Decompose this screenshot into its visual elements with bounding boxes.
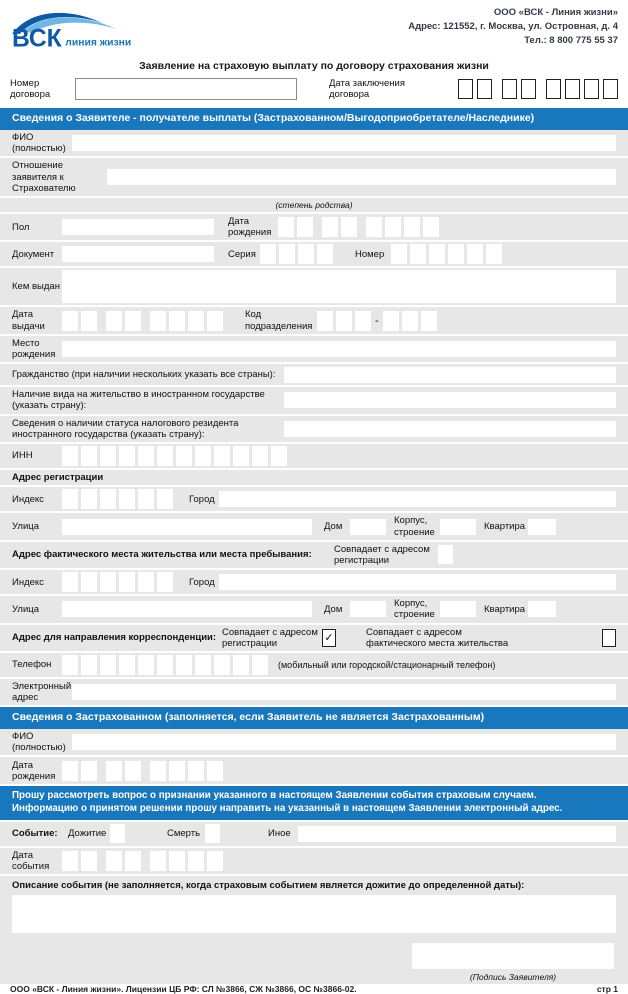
char-cell[interactable] bbox=[298, 244, 314, 264]
char-cell[interactable] bbox=[565, 79, 580, 99]
char-cell[interactable] bbox=[458, 79, 473, 99]
event-date-label: Дата события bbox=[12, 849, 50, 873]
birth-place-label: Место рождения bbox=[12, 337, 56, 361]
char-cell[interactable] bbox=[119, 489, 135, 509]
char-cell[interactable] bbox=[546, 79, 561, 99]
series-label: Серия bbox=[228, 248, 256, 260]
char-cell[interactable] bbox=[207, 761, 223, 781]
char-cell[interactable] bbox=[176, 655, 192, 675]
form-title: Заявление на страховую выплату по договору страхования жизни bbox=[139, 60, 489, 72]
insured-birth-date-label: Дата рождения bbox=[12, 759, 56, 782]
char-cell[interactable] bbox=[138, 446, 154, 466]
fact-index-cells bbox=[62, 572, 173, 592]
request-banner-line1: Прошу рассмотреть вопрос о признании указанного в настоящем Заявлении события страховым случаем. bbox=[12, 790, 537, 802]
contract-date-cells bbox=[458, 79, 618, 99]
corr-same-as-fact-label: Совпадает с адресом фактического места жительства bbox=[366, 626, 509, 649]
unit-code-dash: - bbox=[375, 314, 379, 327]
char-cell[interactable] bbox=[385, 217, 401, 237]
birth-place-row bbox=[0, 336, 628, 364]
request-banner bbox=[0, 786, 628, 819]
event-description-label-row bbox=[0, 876, 628, 893]
email-label: Электронный адрес bbox=[12, 680, 72, 704]
char-cell[interactable] bbox=[106, 311, 122, 331]
char-cell[interactable] bbox=[81, 655, 97, 675]
citizenship-label: Гражданство (при наличии нескольких указать все страны): bbox=[12, 369, 276, 381]
residence-permit-input[interactable] bbox=[284, 392, 616, 408]
reg-index-label: Индекс bbox=[12, 493, 44, 505]
char-cell[interactable] bbox=[317, 311, 333, 331]
event-date-cells bbox=[62, 851, 223, 871]
char-cell[interactable] bbox=[125, 851, 141, 871]
char-cell[interactable] bbox=[279, 244, 295, 264]
char-cell[interactable] bbox=[404, 217, 420, 237]
signature-area bbox=[0, 939, 628, 984]
company-address: Адрес: 121552, г. Москва, ул. Островная, д. 4 bbox=[408, 20, 618, 32]
issued-by-input[interactable] bbox=[62, 270, 616, 303]
company-phone: Тел.: 8 800 775 55 37 bbox=[524, 34, 618, 46]
char-cell[interactable] bbox=[125, 311, 141, 331]
tax-resident-row bbox=[0, 416, 628, 444]
phone-hint: (мобильный или городской/стационарный телефон) bbox=[278, 659, 496, 670]
char-cell[interactable] bbox=[188, 851, 204, 871]
char-cell[interactable] bbox=[448, 244, 464, 264]
char-cell[interactable] bbox=[62, 761, 78, 781]
signature-box[interactable] bbox=[412, 943, 614, 969]
fact-street-input[interactable] bbox=[62, 601, 312, 617]
issue-date-cells bbox=[62, 311, 223, 331]
phone-label: Телефон bbox=[12, 659, 52, 671]
reg-city-input[interactable] bbox=[219, 491, 616, 507]
char-cell[interactable] bbox=[81, 572, 97, 592]
char-cell[interactable] bbox=[106, 851, 122, 871]
char-cell[interactable] bbox=[119, 655, 135, 675]
fact-city-input[interactable] bbox=[219, 574, 616, 590]
char-cell[interactable] bbox=[157, 572, 173, 592]
citizenship-row bbox=[0, 364, 628, 387]
char-cell[interactable] bbox=[383, 311, 399, 331]
char-cell[interactable] bbox=[521, 79, 536, 99]
char-cell[interactable] bbox=[188, 311, 204, 331]
char-cell[interactable] bbox=[62, 446, 78, 466]
char-cell[interactable] bbox=[62, 572, 78, 592]
inn-row bbox=[0, 444, 628, 470]
series-cells bbox=[260, 244, 333, 264]
fact-house-label: Дом bbox=[324, 603, 343, 615]
phone-cells bbox=[62, 655, 268, 675]
fact-index-label: Индекс bbox=[12, 576, 44, 588]
reg-index-city-row bbox=[0, 487, 628, 513]
char-cell[interactable] bbox=[233, 446, 249, 466]
char-cell[interactable] bbox=[62, 489, 78, 509]
company-info bbox=[408, 6, 618, 47]
char-cell[interactable] bbox=[81, 761, 97, 781]
insured-section-body bbox=[0, 729, 628, 784]
gender-birthdate-row bbox=[0, 214, 628, 242]
gender-input[interactable] bbox=[62, 219, 214, 235]
char-cell[interactable] bbox=[467, 244, 483, 264]
fact-address-title-row bbox=[0, 542, 628, 570]
char-cell[interactable] bbox=[410, 244, 426, 264]
char-cell[interactable] bbox=[157, 655, 173, 675]
char-cell[interactable] bbox=[322, 217, 338, 237]
email-row bbox=[0, 679, 628, 705]
phone-row bbox=[0, 653, 628, 679]
event-section-body bbox=[0, 822, 628, 985]
char-cell[interactable] bbox=[169, 761, 185, 781]
char-cell[interactable] bbox=[188, 761, 204, 781]
char-cell[interactable] bbox=[421, 311, 437, 331]
char-cell[interactable] bbox=[62, 311, 78, 331]
fact-apartment-input[interactable] bbox=[528, 601, 556, 617]
document-input[interactable] bbox=[62, 246, 214, 262]
char-cell[interactable] bbox=[252, 446, 268, 466]
contract-row bbox=[0, 78, 628, 108]
char-cell[interactable] bbox=[157, 489, 173, 509]
event-other-label: Иное bbox=[268, 828, 291, 840]
email-input[interactable] bbox=[72, 684, 616, 700]
vsk-logo bbox=[10, 6, 160, 55]
char-cell[interactable] bbox=[169, 311, 185, 331]
char-cell[interactable] bbox=[355, 311, 371, 331]
char-cell[interactable] bbox=[317, 244, 333, 264]
fact-building-input[interactable] bbox=[440, 601, 476, 617]
fact-house-input[interactable] bbox=[350, 601, 386, 617]
char-cell[interactable] bbox=[207, 851, 223, 871]
insured-fio-row bbox=[0, 729, 628, 757]
tax-resident-input[interactable] bbox=[284, 421, 616, 437]
event-survival-checkbox[interactable] bbox=[110, 824, 125, 843]
reg-street-row bbox=[0, 513, 628, 541]
contract-number-label: Номер договора bbox=[10, 78, 51, 101]
event-date-row bbox=[0, 848, 628, 876]
birth-place-input[interactable] bbox=[62, 341, 616, 357]
char-cell[interactable] bbox=[150, 851, 166, 871]
birth-date-cells bbox=[278, 217, 439, 237]
char-cell[interactable] bbox=[207, 311, 223, 331]
number-label: Номер bbox=[355, 248, 385, 260]
char-cell[interactable] bbox=[81, 311, 97, 331]
char-cell[interactable] bbox=[214, 446, 230, 466]
contract-number-input[interactable] bbox=[75, 78, 297, 100]
fact-address-title: Адрес фактического места жительства или места пребывания: bbox=[12, 549, 312, 561]
license-text: ООО «ВСК - Линия жизни». Лицензии ЦБ РФ: СЛ №3866, СЖ №3866, ОС №3866-02. bbox=[10, 984, 357, 994]
char-cell[interactable] bbox=[278, 217, 294, 237]
relation-row bbox=[0, 158, 628, 198]
char-cell[interactable] bbox=[150, 311, 166, 331]
residence-permit-label: Наличие вида на жительство в иностранном государстве (указать страну): bbox=[12, 389, 265, 412]
insured-birthdate-row bbox=[0, 757, 628, 784]
char-cell[interactable] bbox=[366, 217, 382, 237]
page-footer bbox=[0, 980, 628, 994]
logo-brand-text: ВСК bbox=[11, 25, 62, 53]
reg-apartment-label: Квартира bbox=[484, 520, 526, 532]
page-number: стр 1 bbox=[596, 984, 618, 994]
applicant-section-header: Сведения о Заявителе - получателе выплаты (Застрахованном/Выгодоприобретателе/Наследнике) bbox=[0, 108, 628, 130]
char-cell[interactable] bbox=[195, 446, 211, 466]
reg-street-label: Улица bbox=[12, 520, 39, 532]
char-cell[interactable] bbox=[252, 655, 268, 675]
char-cell[interactable] bbox=[62, 655, 78, 675]
char-cell[interactable] bbox=[169, 851, 185, 871]
event-description-label: Описание события (не заполняется, когда страховым событием является дожитие до определенной даты): bbox=[12, 880, 525, 892]
relation-hint: (степень родства) bbox=[275, 200, 353, 211]
residence-permit-row bbox=[0, 387, 628, 415]
char-cell[interactable] bbox=[62, 851, 78, 871]
fact-apartment-label: Квартира bbox=[484, 603, 526, 615]
char-cell[interactable] bbox=[584, 79, 599, 99]
signature-caption: (Подпись Заявителя) bbox=[469, 972, 557, 983]
insured-fio-label: ФИО (полностью) bbox=[12, 730, 66, 754]
char-cell[interactable] bbox=[502, 79, 517, 99]
char-cell[interactable] bbox=[176, 446, 192, 466]
event-label: Событие: bbox=[12, 828, 58, 840]
char-cell[interactable] bbox=[100, 655, 116, 675]
insured-birth-date-cells bbox=[62, 761, 223, 781]
unit-code-cells-right bbox=[383, 311, 437, 331]
vsk-logo-icon bbox=[10, 6, 158, 53]
request-banner-line2: Информацию о принятом решении прошу направить на указанный в настоящем Заявлении электронный адрес. bbox=[12, 803, 563, 815]
fact-index-city-row bbox=[0, 570, 628, 596]
relation-hint-row bbox=[0, 198, 628, 214]
char-cell[interactable] bbox=[119, 572, 135, 592]
event-row bbox=[0, 822, 628, 848]
char-cell[interactable] bbox=[100, 489, 116, 509]
issued-by-label: Кем выдан bbox=[12, 281, 60, 293]
char-cell[interactable] bbox=[402, 311, 418, 331]
reg-street-input[interactable] bbox=[62, 519, 312, 535]
reg-address-title-row bbox=[0, 470, 628, 487]
char-cell[interactable] bbox=[486, 244, 502, 264]
issue-date-label: Дата выдачи bbox=[12, 309, 45, 332]
corr-address-title: Адрес для направления корреспонденции: bbox=[12, 632, 217, 644]
char-cell[interactable] bbox=[119, 446, 135, 466]
char-cell[interactable] bbox=[603, 79, 618, 99]
char-cell[interactable] bbox=[100, 572, 116, 592]
reg-apartment-input[interactable] bbox=[528, 519, 556, 535]
char-cell[interactable] bbox=[195, 655, 211, 675]
corr-same-as-fact-checkbox[interactable] bbox=[602, 629, 616, 647]
char-cell[interactable] bbox=[150, 761, 166, 781]
logo-tagline-text: линия жизни bbox=[65, 37, 132, 49]
reg-house-input[interactable] bbox=[350, 519, 386, 535]
char-cell[interactable] bbox=[81, 446, 97, 466]
char-cell[interactable] bbox=[214, 655, 230, 675]
insured-fio-input[interactable] bbox=[72, 734, 616, 750]
fact-same-as-reg-label: Совпадает с адресом регистрации bbox=[334, 543, 430, 566]
citizenship-input[interactable] bbox=[284, 367, 616, 383]
event-death-checkbox[interactable] bbox=[205, 824, 220, 843]
char-cell[interactable] bbox=[138, 572, 154, 592]
corr-same-as-reg-checkbox[interactable]: ✓ bbox=[322, 629, 336, 647]
char-cell[interactable] bbox=[271, 446, 287, 466]
fio-row bbox=[0, 130, 628, 158]
reg-address-title: Адрес регистрации bbox=[12, 472, 104, 484]
tax-resident-label: Сведения о наличии статуса налогового резидента иностранного государства (указать страну): bbox=[12, 417, 239, 440]
char-cell[interactable] bbox=[157, 446, 173, 466]
char-cell[interactable] bbox=[106, 761, 122, 781]
char-cell[interactable] bbox=[260, 244, 276, 264]
corr-same-as-reg-label: Совпадает с адресом регистрации bbox=[222, 626, 318, 649]
fio-label: ФИО (полностью) bbox=[12, 132, 66, 155]
char-cell[interactable] bbox=[341, 217, 357, 237]
char-cell[interactable] bbox=[423, 217, 439, 237]
char-cell[interactable] bbox=[297, 217, 313, 237]
char-cell[interactable] bbox=[138, 655, 154, 675]
char-cell[interactable] bbox=[125, 761, 141, 781]
char-cell[interactable] bbox=[81, 851, 97, 871]
reg-building-label: Корпус, строение bbox=[394, 515, 435, 538]
company-name: ООО «ВСК - Линия жизни» bbox=[493, 7, 618, 18]
unit-code-cells-left bbox=[317, 311, 371, 331]
fact-street-row bbox=[0, 596, 628, 624]
fio-input[interactable] bbox=[72, 135, 616, 151]
birth-date-label: Дата рождения bbox=[228, 216, 272, 239]
reg-index-cells bbox=[62, 489, 173, 509]
inn-label: ИНН bbox=[12, 450, 33, 462]
reg-city-label: Город bbox=[189, 493, 215, 505]
insured-section-header: Сведения о Застрахованном (заполняется, если Заявитель не является Застрахованным) bbox=[0, 707, 628, 729]
unit-code-label: Код подразделения bbox=[245, 309, 313, 332]
relation-label: Отношение заявителя к Страхователю bbox=[12, 160, 76, 194]
fact-city-label: Город bbox=[189, 576, 215, 588]
event-other-input[interactable] bbox=[298, 826, 616, 842]
char-cell[interactable] bbox=[391, 244, 407, 264]
char-cell[interactable] bbox=[233, 655, 249, 675]
gender-label: Пол bbox=[12, 221, 30, 233]
page-header bbox=[0, 0, 628, 55]
relation-input[interactable] bbox=[107, 169, 616, 185]
event-death-label: Смерть bbox=[167, 828, 201, 840]
char-cell[interactable] bbox=[138, 489, 154, 509]
char-cell[interactable] bbox=[336, 311, 352, 331]
reg-house-label: Дом bbox=[324, 520, 343, 532]
char-cell[interactable] bbox=[81, 489, 97, 509]
fact-same-as-reg-checkbox[interactable] bbox=[438, 545, 453, 564]
document-label: Документ bbox=[12, 248, 55, 260]
event-description-textarea[interactable] bbox=[12, 895, 616, 933]
issue-date-row bbox=[0, 307, 628, 335]
reg-building-input[interactable] bbox=[440, 519, 476, 535]
applicant-section-body bbox=[0, 130, 628, 705]
char-cell[interactable] bbox=[100, 446, 116, 466]
fact-street-label: Улица bbox=[12, 603, 39, 615]
event-survival-label: Дожитие bbox=[68, 828, 107, 840]
fact-building-label: Корпус, строение bbox=[394, 598, 435, 621]
corr-address-row bbox=[0, 625, 628, 653]
char-cell[interactable] bbox=[477, 79, 492, 99]
issued-by-row bbox=[0, 268, 628, 307]
number-cells bbox=[391, 244, 502, 264]
document-row bbox=[0, 242, 628, 268]
char-cell[interactable] bbox=[429, 244, 445, 264]
contract-date-label: Дата заключения договора bbox=[329, 78, 405, 101]
inn-cells bbox=[62, 446, 287, 466]
